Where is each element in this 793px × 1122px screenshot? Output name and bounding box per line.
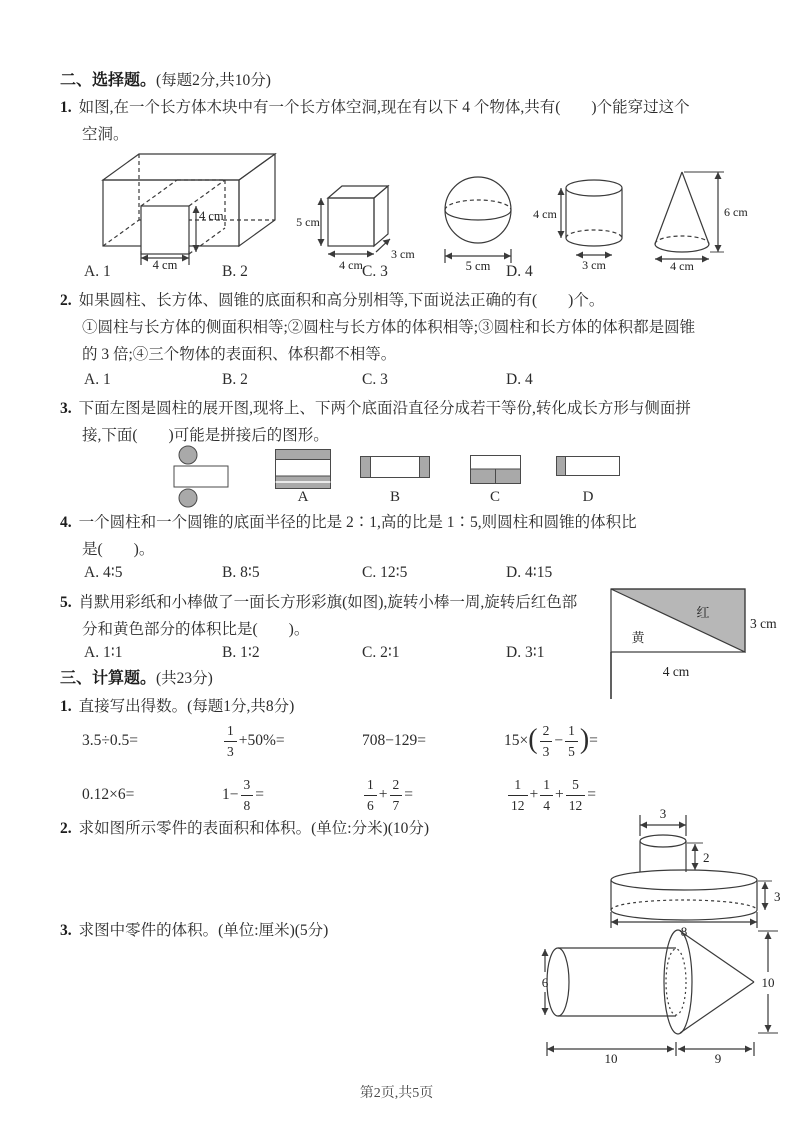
- q4-option-c: C. 12∶5: [362, 564, 408, 581]
- part-cone-length-label: 9: [714, 1051, 722, 1066]
- q4-text2: 是( )。: [82, 541, 155, 558]
- net-option-b-figure: [360, 456, 430, 478]
- q2-text3: 的 3 倍;④三个物体的表面积、体积都不相等。: [82, 346, 397, 363]
- cylinder-height-label: 4 cm: [533, 207, 557, 221]
- cone-figure: [652, 164, 760, 272]
- expression-5: 0.12×6=: [82, 786, 135, 803]
- q1-line1: [60, 97, 690, 119]
- flag-red-label: 红: [696, 605, 710, 620]
- big-cylinder-diameter-label: 8: [680, 924, 688, 938]
- q1-text1: 如图,在一个长方体木块中有一个长方体空洞,现在有以下 4 个物体,共有( )个能穿过这个: [78, 99, 690, 116]
- net-label-d: D: [582, 489, 594, 505]
- cuboid-depth-label: 3 cm: [391, 247, 415, 261]
- calc-q2-line: [60, 818, 429, 840]
- q1-diagram-row: [95, 148, 760, 272]
- q1-text2: 空洞。: [82, 126, 129, 143]
- big-cylinder-height-label: 3: [774, 889, 781, 904]
- fraction: $\frac{2}{7}$: [390, 778, 403, 812]
- expression-2: $\frac{1}{3}$ +50%=: [222, 714, 285, 768]
- fraction: $\frac{1}{5}$: [565, 724, 578, 758]
- q4-option-a: A. 4∶5: [84, 564, 123, 581]
- flag-height-label: 3 cm: [750, 616, 777, 631]
- fraction: $\frac{2}{3}$: [540, 724, 553, 758]
- q4-text1: 一个圆柱和一个圆锥的底面半径的比是 2∶1,高的比是 1∶5,则圆柱和圆锥的体积比: [78, 514, 637, 531]
- fraction: $\frac{5}{12}$: [566, 778, 586, 812]
- cuboid-with-hole-figure: [95, 148, 280, 272]
- q2-option-c: C. 3: [362, 371, 388, 388]
- q2-line3: [82, 344, 396, 366]
- q4-line1: [60, 512, 637, 534]
- calc-section-heading: [60, 668, 213, 690]
- fraction: $\frac{1}{6}$: [364, 778, 377, 812]
- q5-number: 5.: [60, 594, 72, 611]
- q5-option-a: A. 1∶1: [84, 644, 123, 661]
- expression-4: 15× ( $\frac{2}{3}$ − $\frac{1}{5}$ ) =: [504, 723, 598, 759]
- expression-7: $\frac{1}{6}$ + $\frac{2}{7}$ =: [362, 770, 413, 820]
- part-cylinder-length-label: 10: [604, 1051, 618, 1066]
- q1-line2: [82, 124, 129, 146]
- q5-option-c: C. 2∶1: [362, 644, 400, 661]
- small-cuboid-figure: [294, 172, 426, 272]
- net-option-a-figure: [275, 449, 331, 489]
- net-label-a: A: [297, 489, 309, 505]
- q1-options: [60, 263, 760, 287]
- q1-option-a: A. 1: [84, 263, 111, 280]
- net-label-b: B: [389, 489, 400, 505]
- top-cylinder-height-label: 2: [703, 850, 710, 865]
- calc-q2-number: 2.: [60, 820, 72, 837]
- stacked-cylinders-figure: [600, 804, 792, 938]
- calc-q3-text: 求图中零件的体积。(单位:厘米)(5分): [78, 922, 329, 939]
- fraction: $\frac{1}{4}$: [540, 778, 553, 812]
- q1-option-d: D. 4: [506, 263, 533, 280]
- q1-number: 1.: [60, 99, 72, 116]
- net-label-c: C: [489, 489, 500, 505]
- expression-1: 3.5÷0.5=: [82, 732, 138, 749]
- box-right-face: [239, 154, 275, 246]
- page-footer: 第2页,共5页: [359, 1086, 434, 1101]
- fraction: $\frac{3}{8}$: [241, 778, 254, 812]
- net-option-c-figure: [470, 455, 521, 484]
- cone-diameter-label: 4 cm: [670, 259, 694, 272]
- q2-option-a: A. 1: [84, 371, 111, 388]
- fraction: $\frac{1}{3}$: [224, 724, 237, 758]
- cylinder-figure: [530, 168, 638, 272]
- calc-q1-number: 1.: [60, 698, 72, 715]
- cone-height-label: 6 cm: [724, 205, 748, 219]
- q3-number: 3.: [60, 400, 72, 417]
- cuboid-width-label: 4 cm: [339, 258, 363, 272]
- expression-3: 708−129=: [362, 732, 426, 749]
- expression-8: $\frac{1}{12}$ + $\frac{1}{4}$ + $\frac{5}{12}$ =: [506, 770, 596, 820]
- q3-line1: [60, 398, 691, 420]
- fraction: $\frac{1}{12}$: [508, 778, 528, 812]
- calc-q3-line: [60, 920, 328, 942]
- q5-text1: 肖默用彩纸和小棒做了一面长方形彩旗(如图),旋转小棒一周,旋转后红色部: [78, 594, 578, 611]
- q4-line2: [82, 539, 154, 561]
- q1-option-b: B. 2: [222, 263, 248, 280]
- cylinder-diameter-label: 3 cm: [582, 258, 606, 272]
- q2-option-d: D. 4: [506, 371, 533, 388]
- sphere-diameter-label: 5 cm: [465, 259, 491, 272]
- box-top-face: [103, 154, 275, 180]
- hole-width-label: 4 cm: [152, 258, 178, 272]
- net-option-d-figure: [556, 456, 620, 476]
- q1-option-c: C. 3: [362, 263, 388, 280]
- cylinder-net-figure: [172, 444, 230, 508]
- calc-q1-text: 直接写出得数。(每题1分,共8分): [78, 698, 295, 715]
- q2-text2: ①圆柱与长方体的侧面积相等;②圆柱与长方体的体积相等;③圆柱和长方体的体积都是圆锥: [82, 319, 696, 336]
- q4-option-b: B. 8∶5: [222, 564, 260, 581]
- q5-line1: [60, 592, 577, 614]
- q3-text2: 接,下面( )可能是拼接后的图形。: [82, 427, 329, 444]
- q5-option-b: B. 1∶2: [222, 644, 260, 661]
- q4-options: [60, 563, 760, 587]
- part-cone-diameter-label: 10: [761, 975, 775, 990]
- expression-6: 1− $\frac{3}{8}$ =: [222, 777, 264, 813]
- q2-line1: [60, 290, 604, 312]
- q2-option-b: B. 2: [222, 371, 248, 388]
- q5-line2: [82, 619, 309, 641]
- section-note: (每题2分,共10分): [156, 72, 271, 89]
- part-cylinder-diameter-label: 6: [541, 975, 549, 990]
- q4-option-d: D. 4∶15: [506, 564, 553, 581]
- calc-row1: [60, 714, 760, 768]
- choice-section-heading: [60, 70, 271, 92]
- top-cylinder-diameter-label: 3: [659, 806, 667, 821]
- calc-q3-number: 3.: [60, 922, 72, 939]
- flag-figure: [608, 586, 793, 700]
- q2-options: [60, 371, 760, 395]
- hole-height-label: 4 cm: [199, 209, 224, 223]
- q3-text1: 下面左图是圆柱的展开图,现将上、下两个底面沿直径分成若干等份,转化成长方形与侧面拼: [78, 400, 691, 417]
- q2-text1: 如果圆柱、长方体、圆锥的底面积和高分别相等,下面说法正确的有( )个。: [78, 292, 605, 309]
- calc-section-note: (共23分): [156, 670, 213, 687]
- q4-number: 4.: [60, 514, 72, 531]
- q2-line2: [82, 317, 695, 339]
- hole-front-square: [141, 206, 189, 254]
- cuboid-height-label: 5 cm: [296, 215, 320, 229]
- sphere-figure: [440, 168, 516, 272]
- cylinder-cone-figure: [528, 920, 780, 1066]
- section-title: 二、选择题。: [60, 72, 157, 89]
- flag-width-label: 4 cm: [662, 664, 690, 679]
- q5-text2: 分和黄色部分的体积比是( )。: [82, 621, 310, 638]
- q5-option-d: D. 3∶1: [506, 644, 545, 661]
- calc-section-title: 三、计算题。: [60, 670, 157, 687]
- flag-yellow-label: 黄: [631, 630, 645, 645]
- q2-number: 2.: [60, 292, 72, 309]
- calc-q2-text: 求如图所示零件的表面积和体积。(单位:分米)(10分): [78, 820, 430, 837]
